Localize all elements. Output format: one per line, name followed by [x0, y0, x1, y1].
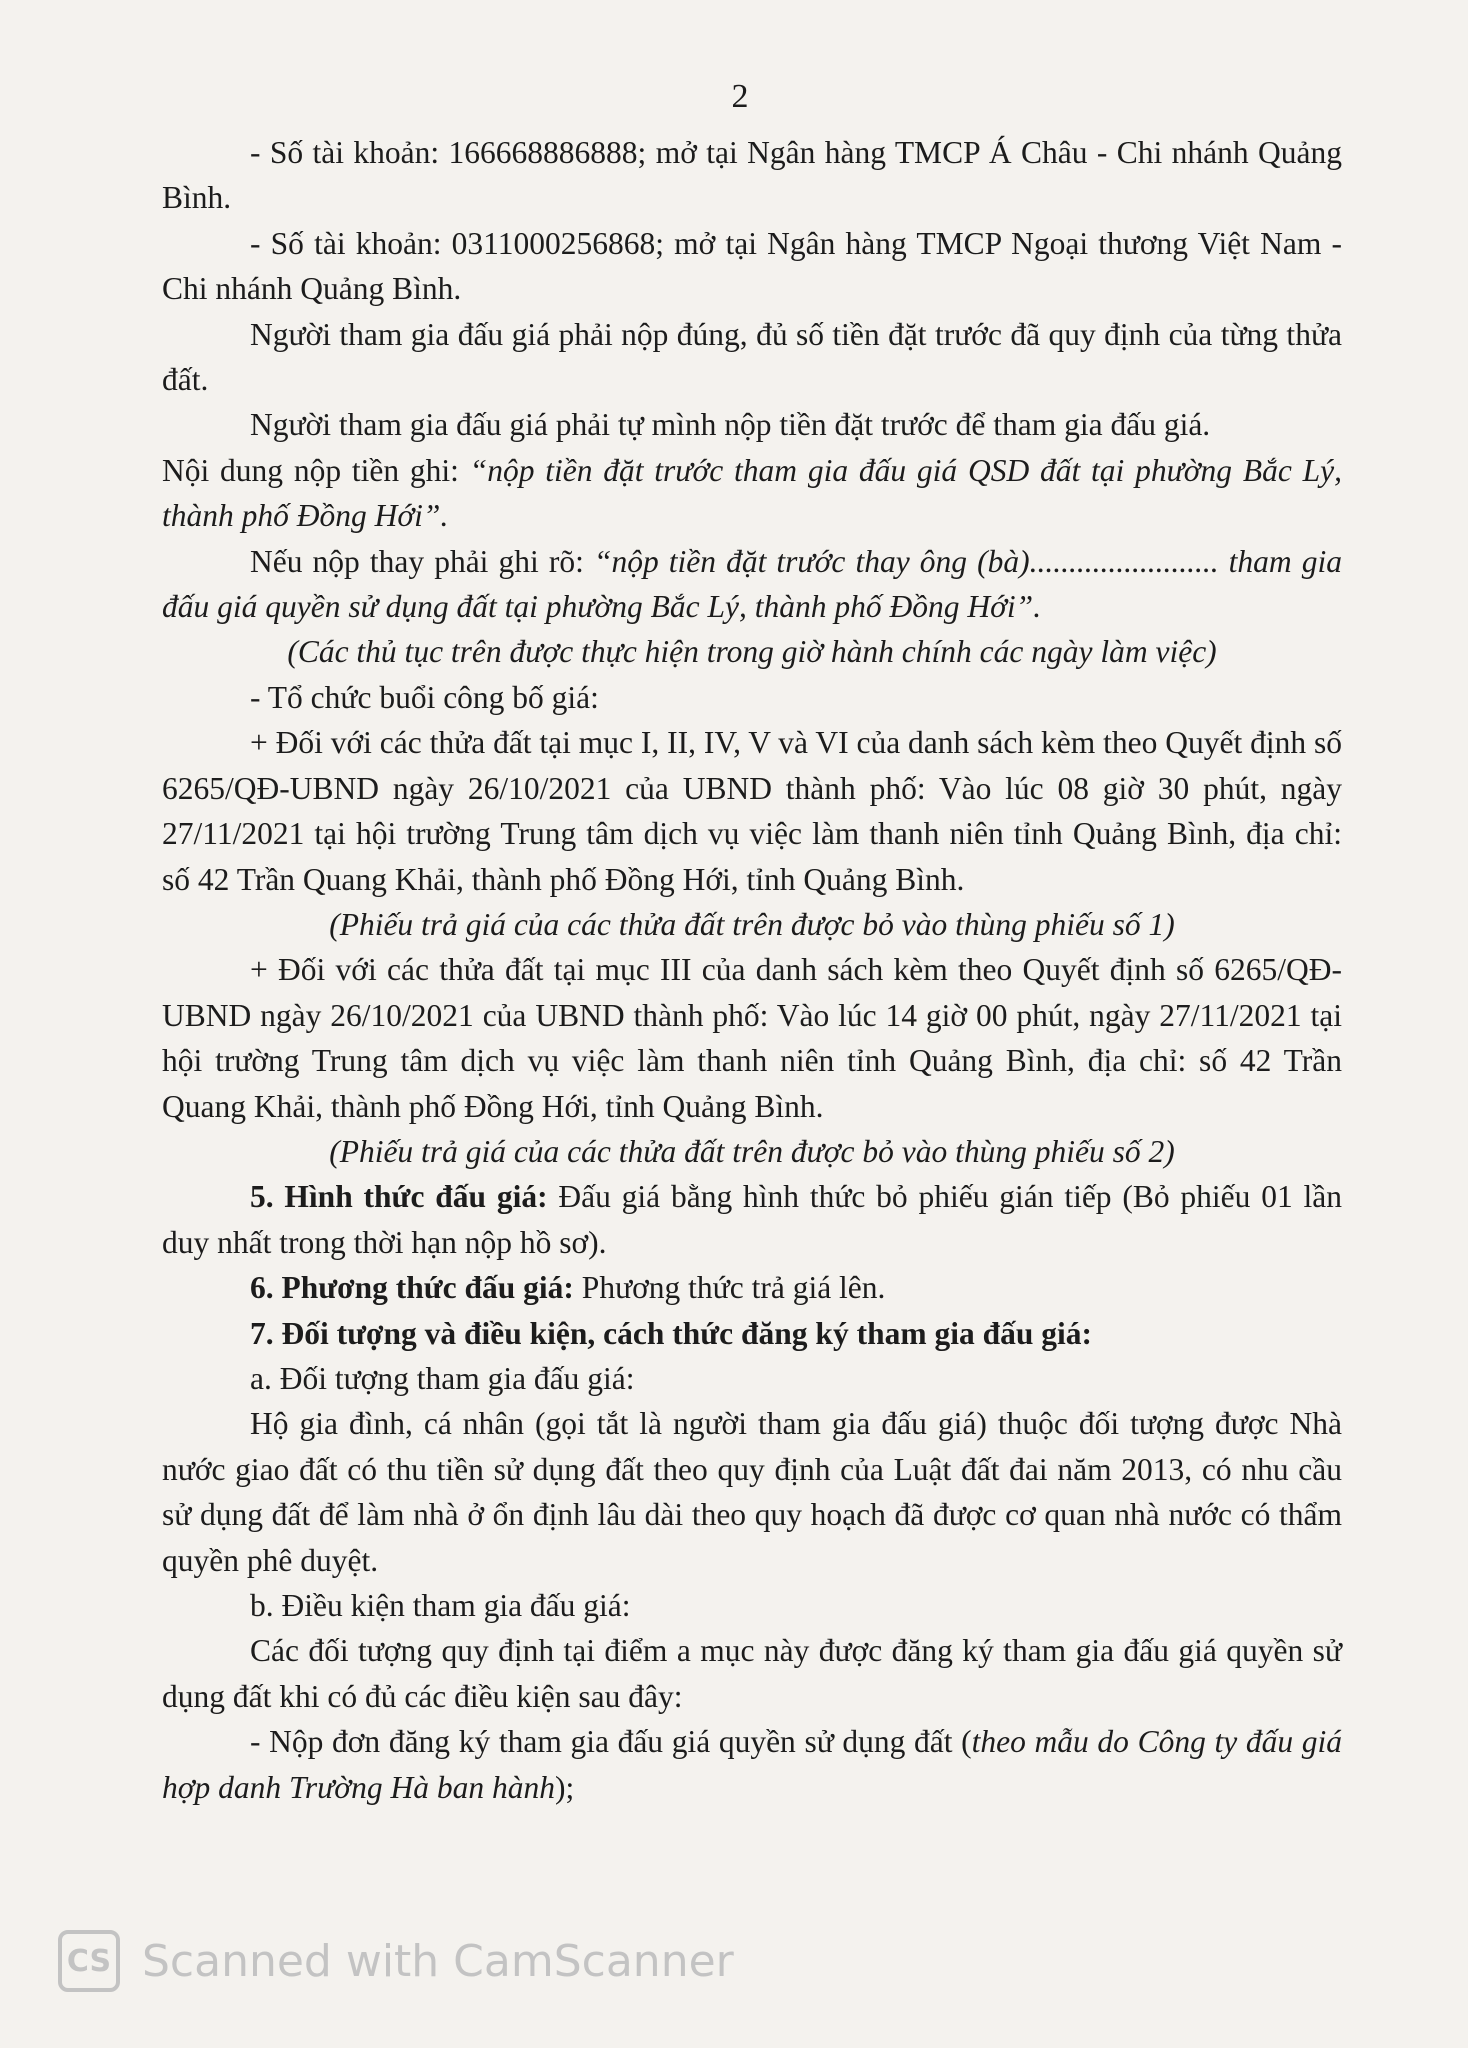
admin-hours-note: (Các thủ tục trên được thực hiện trong giờ hành chính các ngày làm việc): [287, 634, 1217, 670]
plots-group-2: + Đối với các thửa đất tại mục III của danh sách kèm theo Quyết định số 6265/QĐ-UBND ngày 26/10/2021 của UBND thành phố: Vào lúc 14 giờ 00 phút, ngày 27/11/2021 tại hội trường Trung tâm dịch vụ việc làm thanh niên tỉnh Quảng Bình, địa chỉ: số 42 Trần Quang Khải, thành phố Đồng Hới, tỉnh Quảng Bình.: [162, 952, 1342, 1124]
auction-form-value: Đấu giá bằng hình thức bỏ phiếu gián tiếp (Bỏ phiếu 01 lần duy nhất trong thời hạn nộp hồ sơ).: [162, 1179, 1342, 1260]
proxy-payment-label: Nếu nộp thay phải ghi rõ:: [250, 543, 594, 579]
camscanner-logo-icon: CS: [58, 1930, 120, 1992]
application-prefix: - Nộp đơn đăng ký tham gia đấu giá quyền sử dụng đất (: [250, 1724, 972, 1760]
plots-group-1: + Đối với các thửa đất tại mục I, II, IV, V và VI của danh sách kèm theo Quyết định số 6265/QĐ-UBND ngày 26/10/2021 của UBND thành phố: Vào lúc 08 giờ 30 phút, ngày 27/11/2021 tại hội trường Trung tâm dịch vụ việc làm thanh niên tỉnh Quảng Bình, địa chỉ: số 42 Trần Quang Khải, thành phố Đồng Hới, tỉnh Quảng Bình.: [162, 725, 1342, 897]
ballot-box-2-note: (Phiếu trả giá của các thửa đất trên được bỏ vào thùng phiếu số 2): [329, 1133, 1175, 1169]
subsection-a-heading: a. Đối tượng tham gia đấu giá:: [250, 1360, 635, 1396]
document-body: [162, 130, 1342, 1810]
self-deposit-rule: Người tham gia đấu giá phải tự mình nộp tiền đặt trước để tham gia đấu giá.: [250, 407, 1211, 443]
camscanner-watermark: [58, 1926, 734, 1996]
auction-form: [162, 1174, 1342, 1265]
payment-content-value: “nộp tiền đặt trước tham gia đấu giá QSD đất tại phường Bắc Lý, thành phố Đồng Hới”.: [162, 452, 1342, 534]
application-requirement: [162, 1719, 1342, 1810]
ballot-box-1-note: (Phiếu trả giá của các thửa đất trên được bỏ vào thùng phiếu số 1): [329, 906, 1175, 942]
proxy-payment-value: “nộp tiền đặt trước thay ông (bà)........................ tham gia đấu giá quyền sử dụng đất tại phường Bắc Lý, thành phố Đồng Hới”.: [162, 543, 1342, 625]
bank-account-acb: - Số tài khoản: 166668886888; mở tại Ngân hàng TMCP Á Châu - Chi nhánh Quảng Bình.: [162, 135, 1342, 216]
page-number: 2: [731, 78, 749, 115]
deposit-rule: Người tham gia đấu giá phải nộp đúng, đủ số tiền đặt trước đã quy định của từng thửa đất.: [162, 316, 1342, 398]
bank-account-vcb: - Số tài khoản: 0311000256868; mở tại Ngân hàng TMCP Ngoại thương Việt Nam - Chi nhánh Quảng Bình.: [162, 225, 1342, 307]
section-7-heading: 7. Đối tượng và điều kiện, cách thức đăng ký tham gia đấu giá:: [250, 1315, 1092, 1351]
subsection-b-heading: b. Điều kiện tham gia đấu giá:: [250, 1588, 631, 1623]
application-italic: theo mẫu do Công ty đấu giá hợp danh Trường Hà ban hành: [162, 1724, 1342, 1805]
application-suffix: );: [554, 1769, 575, 1805]
auction-method: [162, 1265, 1342, 1310]
auction-method-value: Phương thức trả giá lên.: [573, 1270, 886, 1306]
auction-form-label: 5. Hình thức đấu giá:: [250, 1179, 548, 1215]
auction-method-label: 6. Phương thức đấu giá:: [250, 1270, 574, 1306]
camscanner-text: Scanned with CamScanner: [142, 1935, 734, 1987]
subsection-b-text: Các đối tượng quy định tại điểm a mục này được đăng ký tham gia đấu giá quyền sử dụng đất khi có đủ các điều kiện sau đây:: [162, 1633, 1342, 1714]
proxy-payment: [162, 539, 1342, 630]
subsection-a-text: Hộ gia đình, cá nhân (gọi tắt là người tham gia đấu giá) thuộc đối tượng được Nhà nước giao đất có thu tiền sử dụng đất theo quy định của Luật đất đai năm 2013, có nhu cầu sử dụng đất để làm nhà ở ổn định lâu dài theo quy hoạch đã được cơ quan nhà nước có thẩm quyền phê duyệt.: [162, 1406, 1342, 1578]
announce-heading: - Tổ chức buổi công bố giá:: [250, 679, 599, 715]
payment-content-label: Nội dung nộp tiền ghi:: [162, 452, 470, 488]
payment-content: [162, 448, 1342, 539]
